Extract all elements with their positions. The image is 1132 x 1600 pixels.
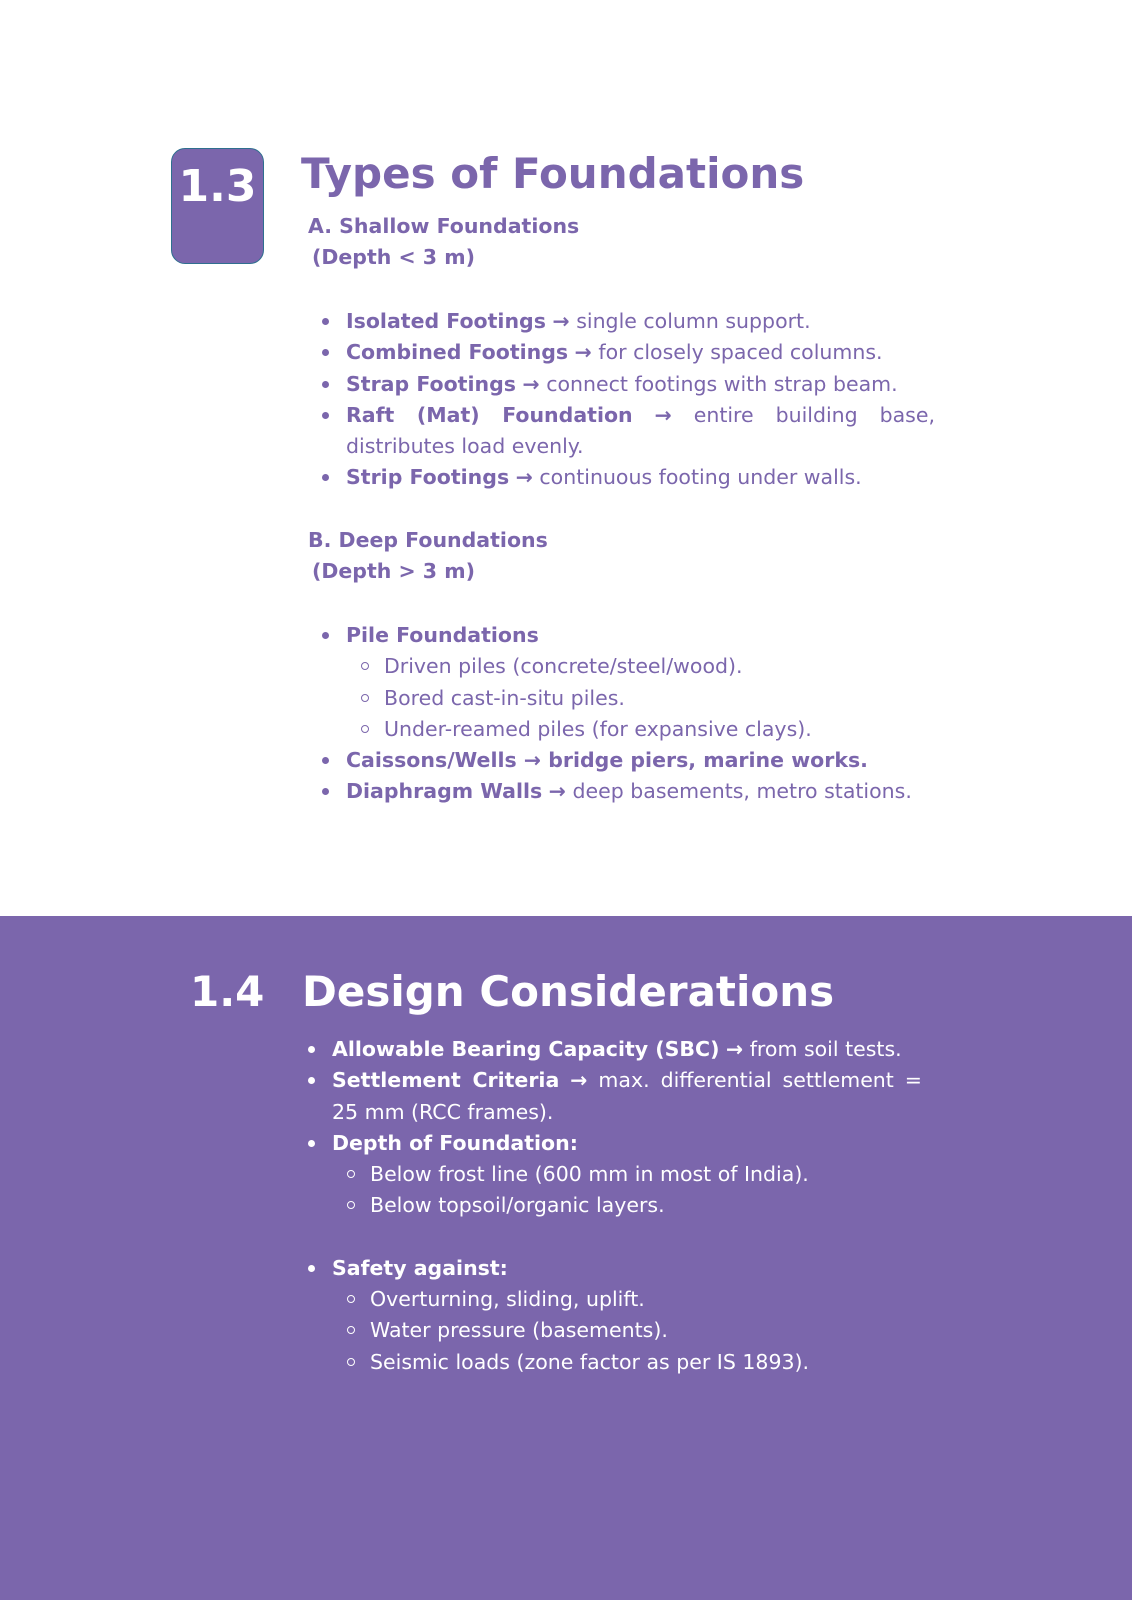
pile-types-list bbox=[346, 651, 935, 745]
deep-heading-text: B. Deep Foundations bbox=[308, 528, 548, 552]
deep-depth-text: (Depth > 3 m) bbox=[312, 559, 475, 583]
list-item-term: Diaphragm Walls bbox=[346, 779, 543, 804]
list-item-term: Allowable Bearing Capacity (SBC) bbox=[332, 1037, 720, 1061]
list-item-desc: for closely spaced columns. bbox=[598, 340, 883, 365]
list-item-term: Settlement Criteria bbox=[332, 1068, 560, 1093]
list-item-desc: connect footings with strap beam. bbox=[546, 371, 898, 396]
arrow-icon: → bbox=[522, 371, 540, 396]
section-number: 1.3 bbox=[178, 161, 257, 212]
deep-foundations-heading bbox=[308, 525, 548, 587]
list-item bbox=[308, 620, 935, 745]
shallow-depth-text: (Depth < 3 m) bbox=[312, 245, 475, 269]
arrow-icon: → bbox=[515, 465, 533, 490]
list-item-desc: max. differential settlement = 25 mm (RCC frames). bbox=[332, 1068, 922, 1124]
list-item-term: Strip Footings bbox=[346, 465, 510, 490]
list-item-desc: single column support. bbox=[576, 309, 811, 333]
list-item bbox=[294, 1253, 922, 1378]
arrow-icon: → bbox=[570, 1068, 588, 1093]
section-title: Design Considerations bbox=[302, 967, 835, 1016]
list-item bbox=[308, 776, 935, 807]
list-item-desc: entire building base, distributes load evenly. bbox=[346, 402, 935, 459]
list-item-desc: deep basements, metro stations. bbox=[572, 779, 912, 804]
arrow-icon: → bbox=[726, 1037, 744, 1061]
safety-criteria-list bbox=[332, 1284, 922, 1378]
list-item-desc: continuous footing under walls. bbox=[539, 465, 862, 490]
list-item-term: Depth of Foundation: bbox=[332, 1130, 578, 1155]
list-item bbox=[308, 745, 935, 776]
sub-list-item: Seismic loads (zone factor as per IS 1893). bbox=[332, 1347, 922, 1378]
sub-list-item: Below frost line (600 mm in most of India). bbox=[332, 1159, 922, 1190]
sub-list-item: Water pressure (basements). bbox=[332, 1315, 922, 1346]
sub-list-item: Bored cast-in-situ piles. bbox=[346, 683, 935, 714]
arrow-icon: → bbox=[548, 779, 566, 804]
list-item-term: Isolated Footings bbox=[346, 309, 546, 333]
sub-list-item: Below topsoil/organic layers. bbox=[332, 1190, 922, 1221]
sub-list-item: Driven piles (concrete/steel/wood). bbox=[346, 651, 935, 682]
sub-list-item: Overturning, sliding, uplift. bbox=[332, 1284, 922, 1315]
list-item-term: Pile Foundations bbox=[346, 623, 539, 647]
list-item bbox=[294, 1034, 922, 1065]
arrow-icon: → bbox=[523, 748, 542, 773]
sub-list-item: Under-reamed piles (for expansive clays). bbox=[346, 714, 935, 745]
list-item bbox=[294, 1065, 922, 1128]
section-number-badge bbox=[171, 148, 264, 264]
design-considerations-section bbox=[0, 916, 1132, 1600]
list-item bbox=[308, 400, 935, 463]
list-item-term: Raft (Mat) Foundation bbox=[346, 402, 633, 427]
shallow-heading-text: A. Shallow Foundations bbox=[308, 214, 580, 238]
list-item-term: Combined Footings bbox=[346, 340, 569, 365]
list-item-term: Safety against: bbox=[332, 1255, 508, 1280]
list-item-term: Caissons/Wells bbox=[346, 748, 517, 773]
section-number: 1.4 bbox=[190, 967, 265, 1016]
shallow-foundation-list bbox=[308, 306, 935, 494]
arrow-icon: → bbox=[552, 309, 570, 333]
list-item bbox=[308, 337, 935, 368]
deep-foundation-list bbox=[308, 620, 935, 808]
shallow-foundations-heading bbox=[308, 211, 579, 273]
list-item bbox=[294, 1128, 922, 1253]
arrow-icon: → bbox=[574, 340, 592, 365]
list-item bbox=[308, 306, 935, 337]
list-item bbox=[308, 369, 935, 400]
list-item-term: Strap Footings bbox=[346, 371, 516, 396]
arrow-icon: → bbox=[654, 402, 672, 427]
depth-criteria-list bbox=[332, 1159, 922, 1222]
list-item-desc: bridge piers, marine works. bbox=[548, 748, 868, 773]
list-item bbox=[308, 462, 935, 493]
list-item-desc: from soil tests. bbox=[749, 1037, 902, 1061]
spacer bbox=[332, 1222, 922, 1253]
section-title: Types of Foundations bbox=[301, 149, 805, 198]
design-considerations-list bbox=[294, 1034, 922, 1378]
